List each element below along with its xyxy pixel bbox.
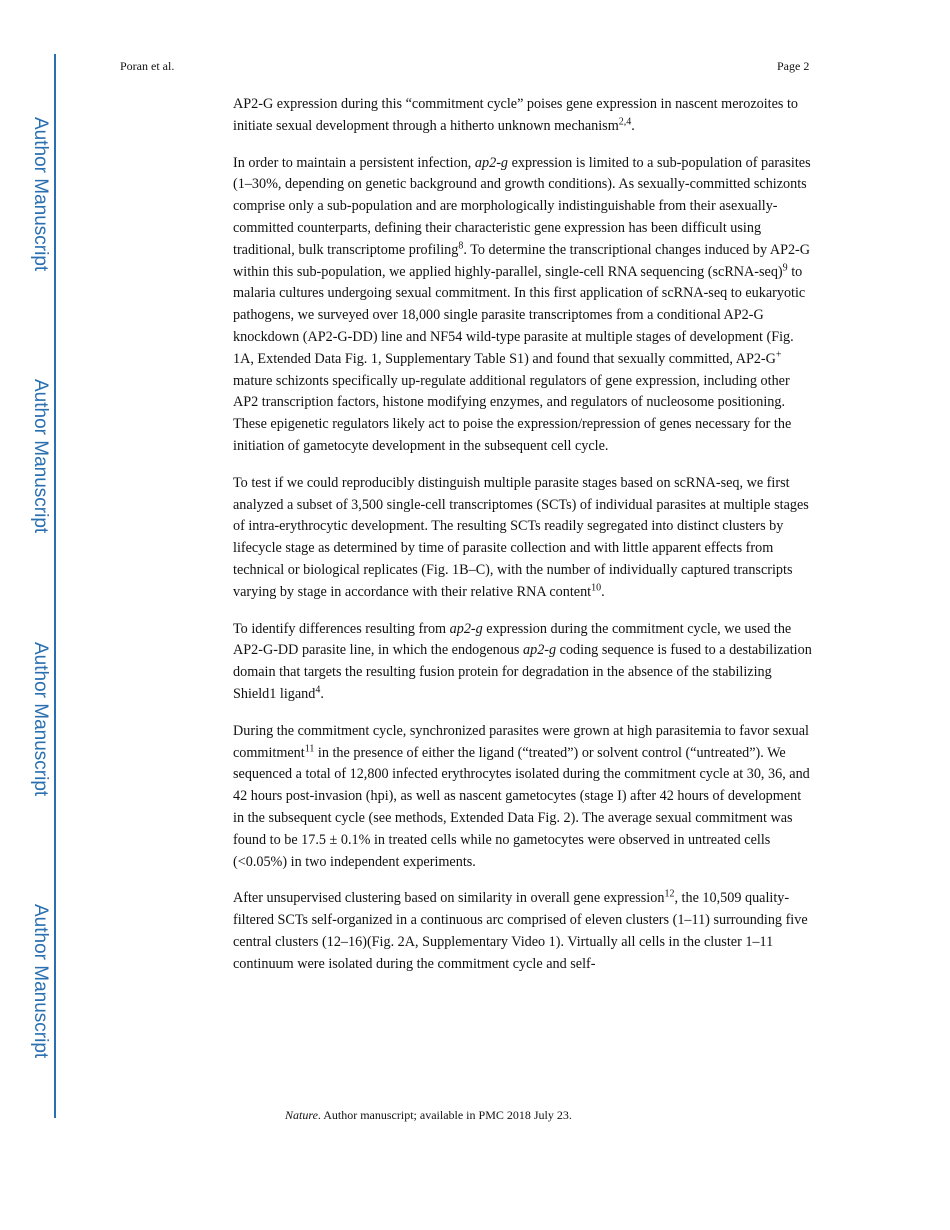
- citation: 11: [304, 742, 315, 754]
- paragraph: In order to maintain a persistent infection, ap2-g expression is limited to a sub-population of parasites (1–30%, depending on genetic background and growth conditions). As sexually-committed schizonts comprise only a sub-population and are morphologically indistinguishable from their asexually-committed counterparts, defining their characteristic gene expression has been difficult using traditional, bulk transcriptome profiling$^8$. To determine the transcriptional changes induced by AP2-G within this sub-population, we applied highly-parallel, single-cell RNA sequencing (scRNA-seq)$^9$ to malaria cultures undergoing sexual commitment. In this first application of scRNA-seq to eukaryotic pathogens, we surveyed over 18,000 single parasite transcriptomes from a conditional AP2-G knockdown (AP2-G-DD) line and NF54 wild-type parasite at multiple stages of development (Fig. 1A, Extended Data Fig. 1, Supplementary Table S1) and found that sexually committed, AP2-G+ mature schizonts specifically up-regulate additional regulators of gene expression, including other AP2 transcription factors, histone modifying enzymes, and regulators of nucleosome positioning. These epigenetic regulators likely act to poise the expression/repression of genes necessary for the initiation of gametocyte development in the subsequent cell cycle.: [233, 154, 811, 454]
- citation: 8: [458, 240, 464, 252]
- margin-rule: [54, 54, 56, 1118]
- author-manuscript-text: Author Manuscript: [30, 117, 51, 272]
- paragraph: To identify differences resulting from ap2-g expression during the commitment cycle, we used the AP2-G-DD parasite line, in which the endogenous ap2-g coding sequence is fused to a destabilization domain that targets the resulting fusion protein for degradation in the absence of the stabilizing Shield1 ligand$^4$.: [233, 620, 812, 702]
- paragraph: During the commitment cycle, synchronized parasites were grown at high parasitemia to favor sexual commitment$^{11}$ in the presence of either the ligand (“treated”) or solvent control (“untreated”). We sequenced a total of 12,800 infected erythrocytes isolated during the commitment cycle at 30, 36, and 42 hours post-invasion (hpi), as well as nascent gametocytes (stage I) after 42 hours of development in the subsequent cycle (see methods, Extended Data Fig. 2). The average sexual commitment was found to be 17.5 ± 0.1% in treated cells while no gametocytes were observed in untreated cells (<0.05%) in two independent experiments.: [233, 722, 810, 870]
- gene-name: ap2-g: [474, 154, 509, 171]
- superscript-plus: +: [775, 349, 782, 361]
- paragraph: AP2-G expression during this “commitment cycle” poises gene expression in nascent merozoites to initiate sexual development through a hitherto unknown mechanism$^{2,4}$.: [233, 96, 798, 134]
- paragraph: After unsupervised clustering based on similarity in overall gene expression$^{12}$, the 10,509 quality-filtered SCTs self-organized in a continuous arc comprised of eleven clusters (1–11) surrounding five central clusters (12–16)(Fig. 2A, Supplementary Video 1). Virtually all cells in the cluster 1–11 continuum were isolated during the commitment cycle and self-: [233, 888, 808, 972]
- author-manuscript-text: Author Manuscript: [30, 642, 51, 797]
- page-number: Page 2: [777, 59, 810, 73]
- citation: 10: [591, 582, 602, 593]
- citation: 9: [782, 261, 788, 273]
- paragraph: To test if we could reproducibly distinguish multiple parasite stages based on scRNA-seq, we first analyzed a subset of 3,500 single-cell transcriptomes (SCTs) of individual parasites at multiple stages of intra-erythrocytic development. The resulting SCTs readily segregated into distinct clusters by lifecycle stage as determined by time of parasite collection and with little apparent effects from technical or biological replicates (Fig. 1B–C), with the number of individually captured transcripts varying by stage in accordance with their relative RNA content$^{10}$.: [233, 474, 809, 600]
- citation: 2,4: [618, 116, 632, 128]
- article-body: [233, 94, 813, 990]
- page-footer: Nature. Author manuscript; available in PMC 2018 July 23.: [285, 1108, 572, 1122]
- author-manuscript-text: Author Manuscript: [30, 379, 51, 534]
- author-manuscript-text: Author Manuscript: [30, 904, 51, 1059]
- gene-name: ap2-g: [523, 642, 557, 659]
- citation: 12: [664, 888, 675, 900]
- gene-name: ap2-g: [449, 620, 483, 637]
- citation: 4: [315, 684, 321, 696]
- journal-name: Nature: [285, 1108, 318, 1122]
- running-header-author: Poran et al.: [120, 59, 175, 73]
